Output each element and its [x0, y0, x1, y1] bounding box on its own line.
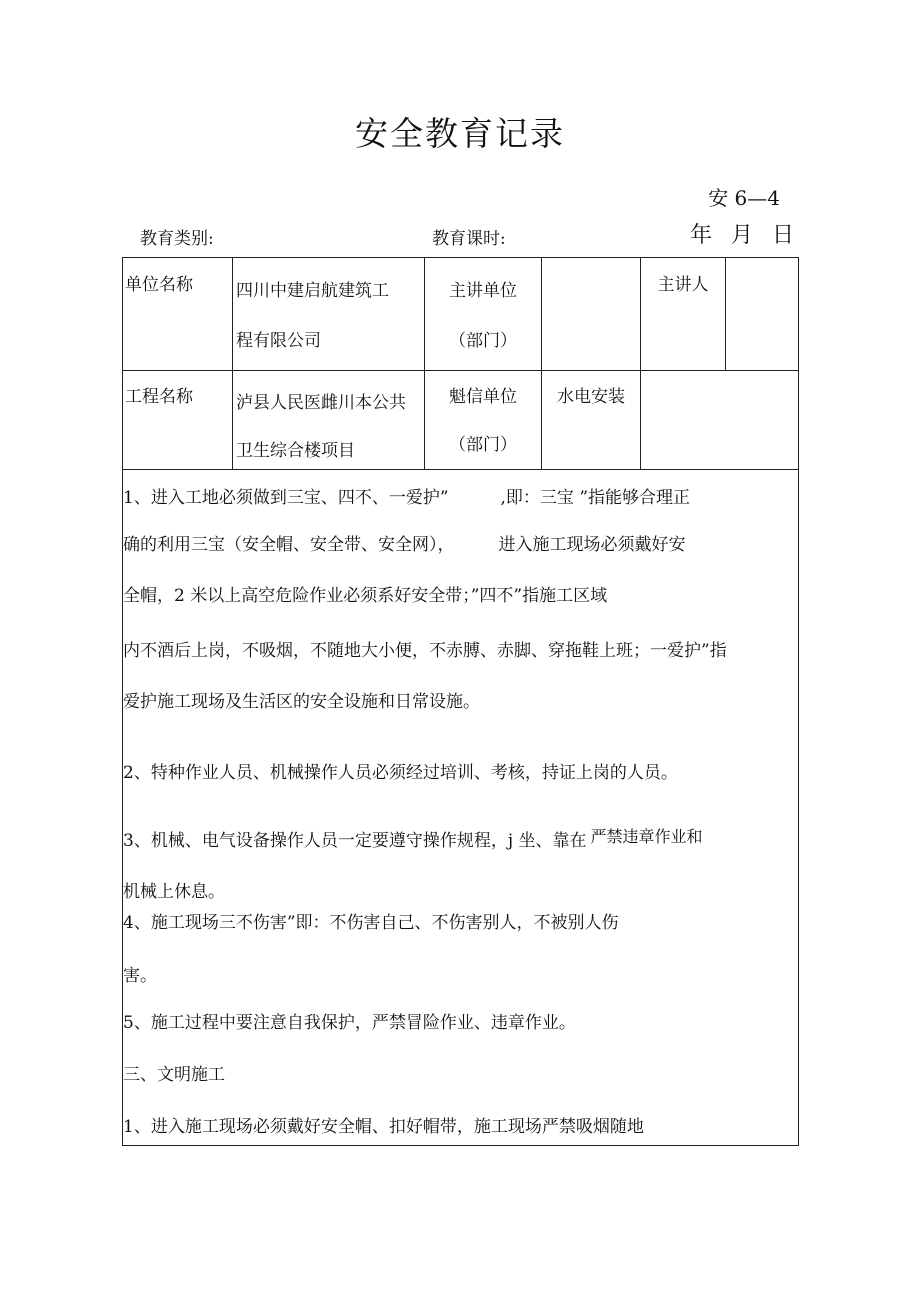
content-line-5: 爱护施工现场及生活区的安全设施和日常设施。: [123, 692, 480, 712]
content-line-4: 内不酒后上岗，不吸烟，不随地大小便，不赤膊、赤脚、穿拖鞋上班；一爱护”指: [123, 641, 727, 661]
content-line-1b: ,即：三宝 ”指能够合理正: [500, 488, 691, 508]
content-line-6: 2、特种作业人员、机械操作人员必须经过培训、考核，持证上岗的人员。: [123, 763, 678, 783]
col-divider-5: [725, 258, 726, 370]
content-line-12: 三、文明施工: [123, 1065, 225, 1085]
content-line-2: [123, 530, 798, 555]
content-line-9: 4、施工现场三不伤害”即：不伤害自己、不伤害别人，不被别人伤: [123, 913, 619, 933]
row-divider-2: [123, 469, 798, 470]
form-code: 安 6—4: [708, 186, 780, 210]
content-line-7b: 严禁违章作业和: [590, 827, 703, 846]
unit-name-label: 单位名称: [125, 275, 193, 295]
project-name-value-line2: 卫生综合楼项目: [236, 441, 355, 461]
content-line-7a: 3、机械、电气设备操作人员一定要遵守操作规程，j 坐、靠在: [123, 831, 587, 851]
content-line-2a: 确的利用三宝（安全帽、安全带、安全网），: [123, 535, 455, 555]
row-divider-1: [123, 370, 798, 371]
receiving-unit-dept: （部门）: [449, 435, 517, 455]
content-line-1: [123, 483, 798, 508]
content-line-10: 害。: [123, 966, 157, 986]
content-line-11: 5、施工过程中要注意自我保护，严禁冒险作业、违章作业。: [123, 1013, 576, 1033]
unit-name-value-line1: 四川中建启航建筑工: [236, 281, 389, 301]
education-hours-label: 教育课时:: [432, 229, 506, 249]
document-title: 安全教育记录: [355, 114, 565, 153]
lecture-unit-label: 主讲单位: [449, 281, 517, 301]
project-name-label: 工程名称: [125, 387, 193, 407]
content-line-13: 1、进入施工现场必须戴好安全帽、扣好帽带，施工现场严禁吸烟随地: [123, 1117, 644, 1137]
col-divider-3: [541, 258, 542, 469]
content-line-2b: 进入施工现场必须戴好安: [498, 535, 686, 555]
education-record-table: [122, 257, 799, 1146]
content-line-1a: 1、进入工地必须做到三宝、四不、一爱护”: [123, 488, 449, 508]
unit-name-value-line2: 程有限公司: [236, 331, 321, 351]
lecturer-label: 主讲人: [657, 275, 709, 295]
receiving-unit-value: 水电安装: [557, 387, 625, 407]
education-category-label: 教育类别:: [140, 229, 214, 249]
content-line-8: 机械上休息。: [123, 882, 225, 902]
lecture-unit-dept: （部门）: [449, 331, 517, 351]
col-divider-1: [232, 258, 233, 469]
date-label: 年 月 日: [690, 223, 800, 248]
content-line-3: 全帽，2 米以上高空危险作业必须系好安全带；”四不”指施工区域: [123, 586, 608, 606]
receiving-unit-label: 魁信单位: [449, 387, 517, 407]
content-line-7: [123, 826, 798, 851]
project-name-value-line1: 泸县人民医雌川本公共: [236, 393, 406, 413]
